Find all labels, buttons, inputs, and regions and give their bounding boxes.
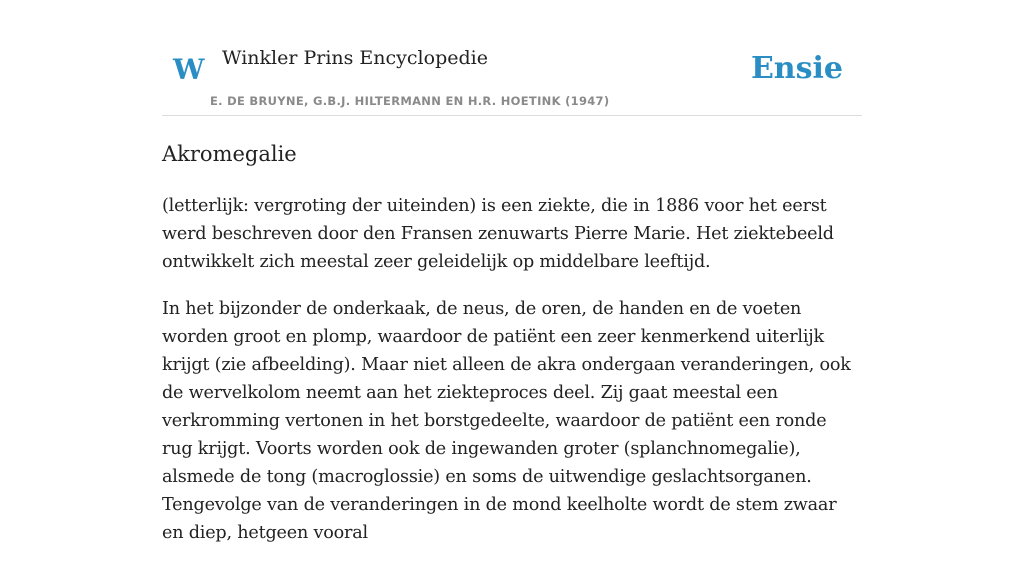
article-paragraph: In het bijzonder de onderkaak, de neus, de oren, de handen en de voeten worden groot en plomp, waardoor de patiënt een zeer kenmerkend uiterlijk krijgt (zie afbeelding). Maar niet alleen de akra ondergaan veranderingen, ook de wervelkolom neemt aan het ziekteproces deel. Zij gaat meestal een verkromming vertonen in het borstgedeelte, waardoor de patiënt een ronde rug krijgt. Voorts worden ook de ingewanden groter (splanchnomegalie), alsmede de tong (macroglossie) en soms de uitwendige geslachtsorganen. Tengevolge van de veranderingen in de mond keelholte wordt de stem zwaar en diep, hetgeen vooral: [162, 299, 851, 543]
article-title: Akromegalie: [162, 142, 297, 166]
source-authors: E. DE BRUYNE, G.B.J. HILTERMANN EN H.R. HOETINK (1947): [210, 94, 610, 108]
article-body: [162, 192, 862, 566]
article-paragraph: (letterlijk: vergroting der uiteinden) is een ziekte, die in 1886 voor het eerst werd beschreven door den Fransen zenuwarts Pierre Marie. Het ziektebeeld ontwikkelt zich meestal zeer geleidelijk op middelbare leeftijd.: [162, 196, 834, 272]
source-header: [162, 0, 862, 116]
winkler-prins-logo[interactable]: W: [173, 53, 205, 86]
page: [162, 0, 862, 543]
ensie-logo-link[interactable]: Ensie: [750, 51, 843, 86]
source-title-link[interactable]: Winkler Prins Encyclopedie: [222, 47, 488, 69]
